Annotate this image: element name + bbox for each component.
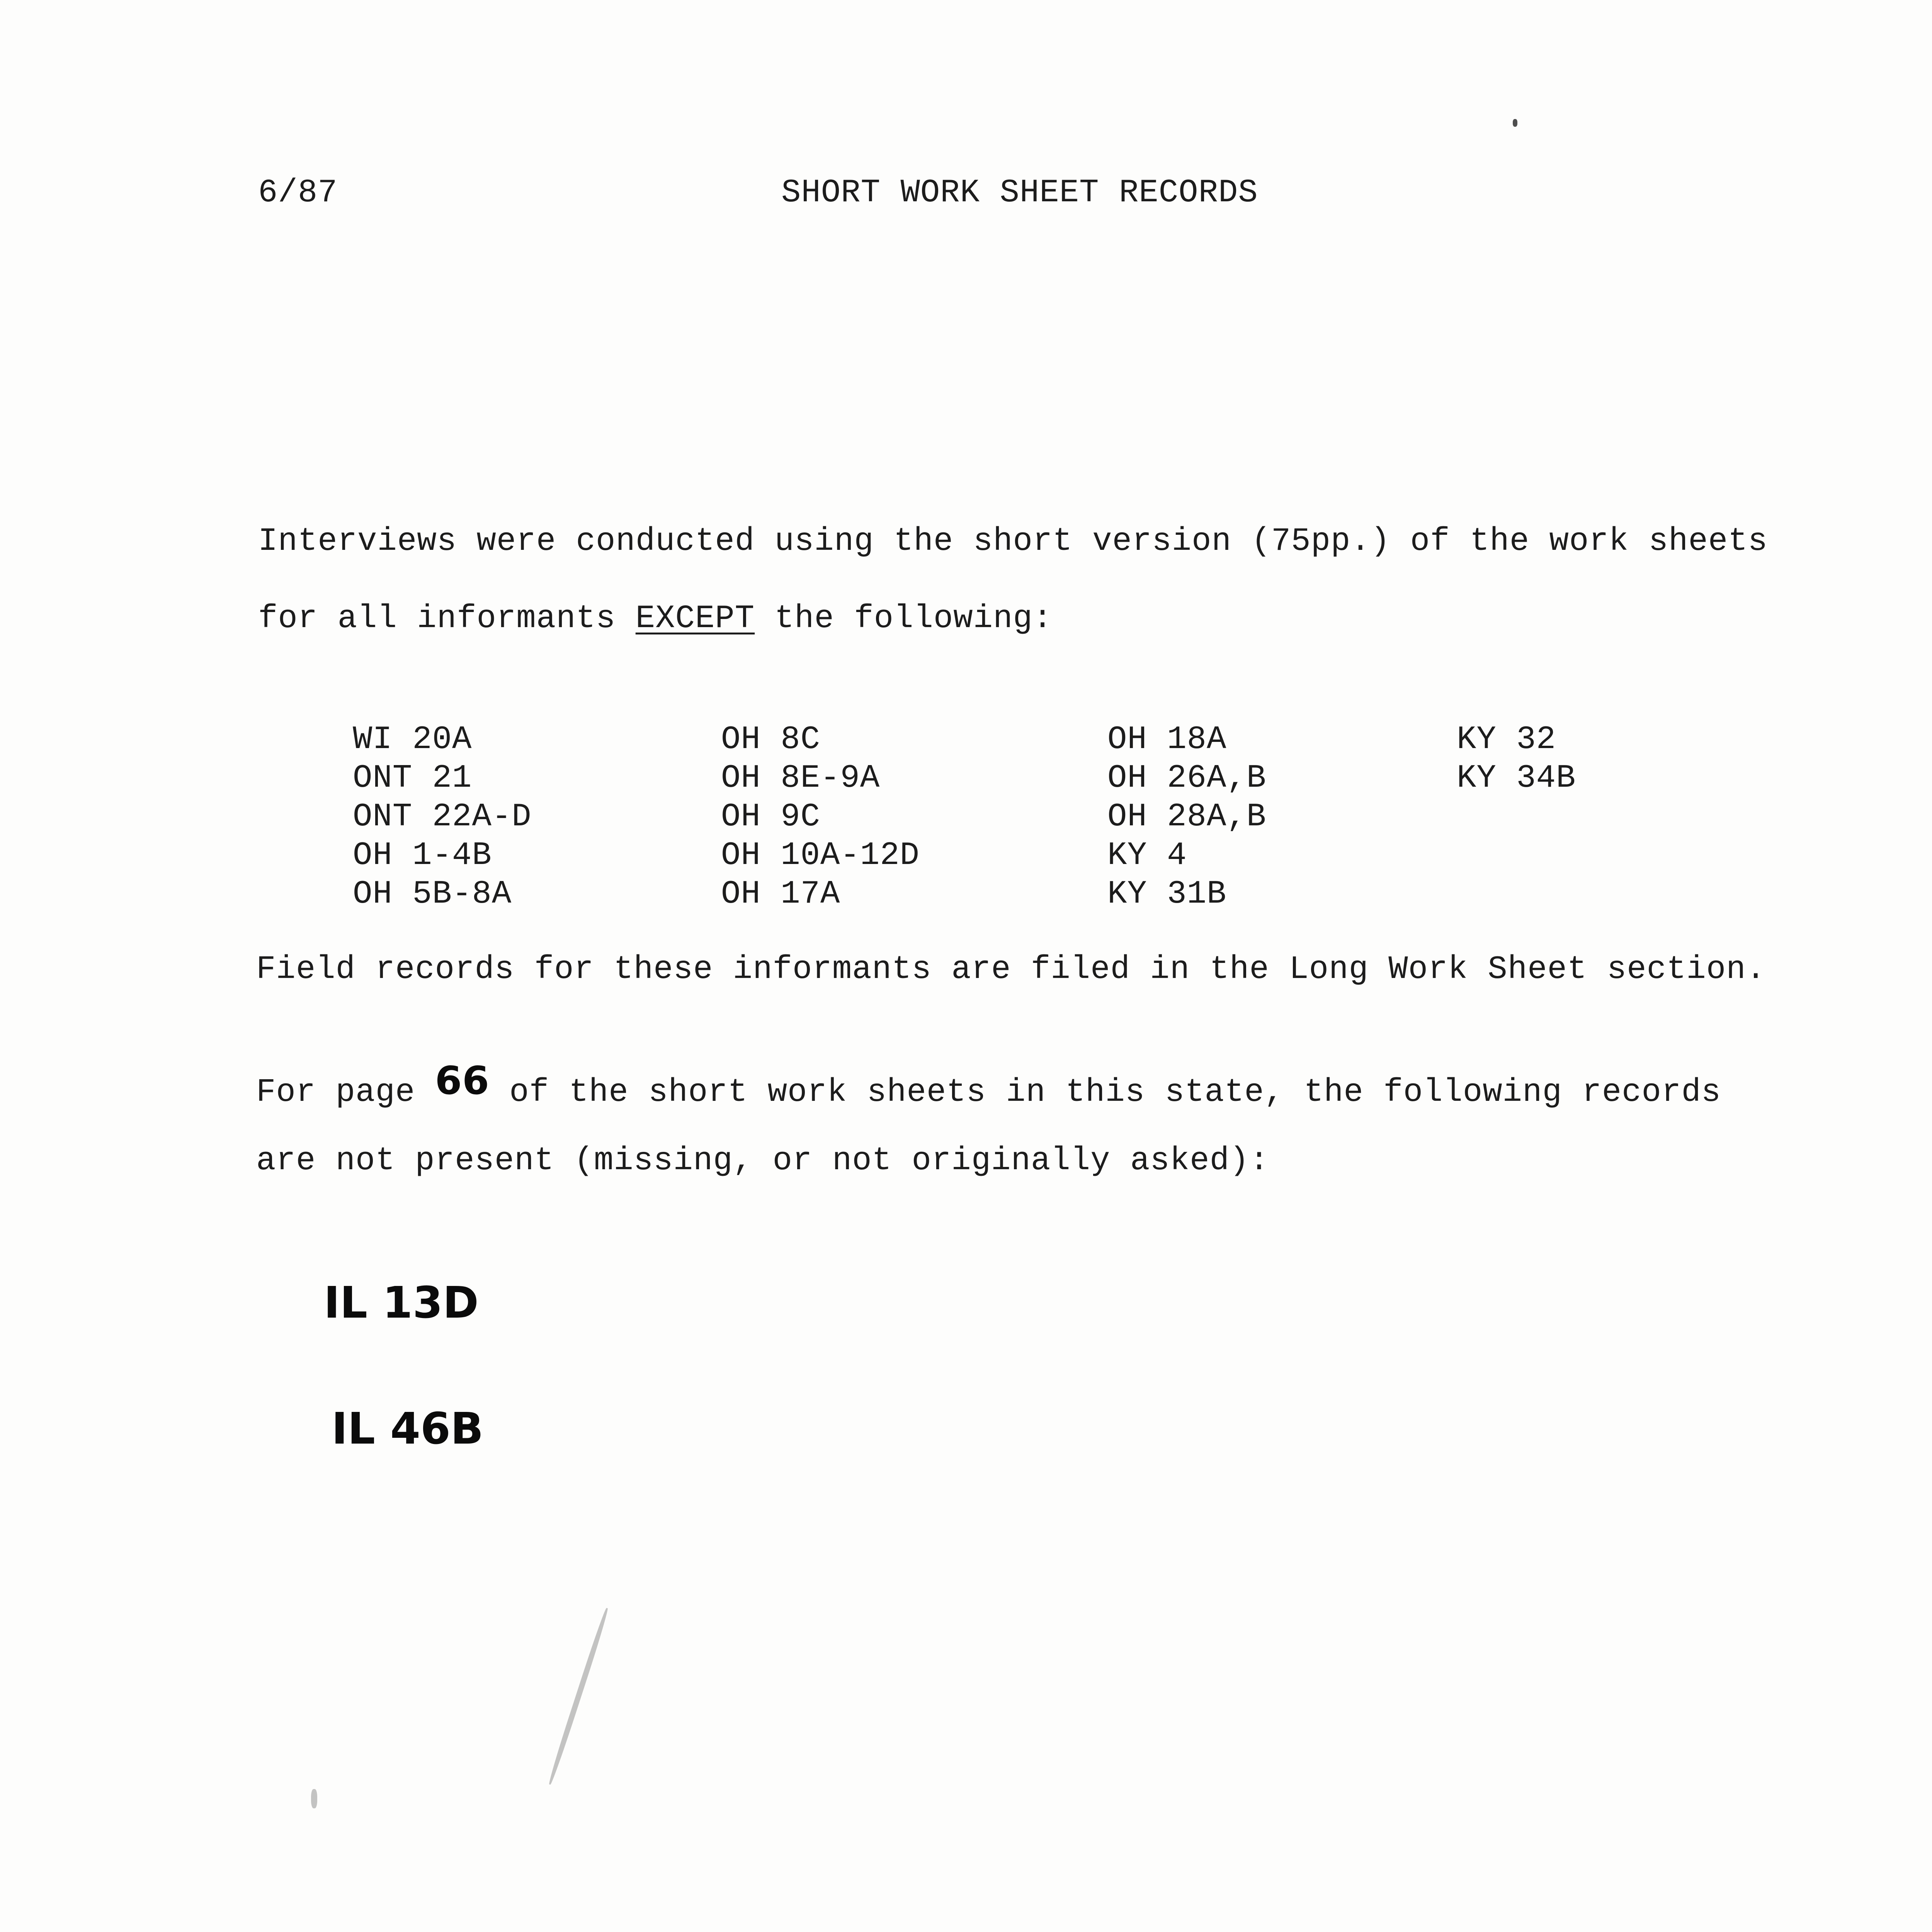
informant-entry: KY 31B bbox=[1107, 876, 1227, 913]
missing-records-prefix: For page bbox=[256, 1074, 435, 1111]
informant-entry: OH 8C bbox=[721, 721, 821, 758]
intro-line-2 bbox=[258, 600, 1053, 637]
document-title: SHORT WORK SHEET RECORDS bbox=[781, 175, 1258, 211]
handwritten-missing-record: IL 46B bbox=[332, 1404, 484, 1454]
document-date: 6/87 bbox=[258, 175, 338, 211]
except-emphasis: EXCEPT bbox=[635, 600, 755, 637]
missing-records-line-1 bbox=[256, 1058, 1721, 1111]
informant-entry: OH 5B-8A bbox=[353, 876, 512, 913]
informant-entry: ONT 21 bbox=[353, 760, 472, 797]
informant-entry: OH 10A-12D bbox=[721, 837, 920, 874]
scan-speck bbox=[311, 1789, 317, 1808]
informant-entry: WI 20A bbox=[353, 721, 472, 758]
informant-entry: OH 17A bbox=[721, 876, 840, 913]
informant-entry: KY 32 bbox=[1457, 721, 1556, 758]
informant-column-2 bbox=[721, 721, 920, 914]
handwritten-page-number: 66 bbox=[435, 1058, 490, 1103]
informant-entry: OH 28A,B bbox=[1107, 799, 1267, 835]
informant-entry: ONT 22A-D bbox=[353, 799, 532, 835]
handwritten-missing-record: IL 13D bbox=[324, 1278, 479, 1328]
scan-streak bbox=[547, 1607, 610, 1786]
informant-entry: KY 34B bbox=[1457, 760, 1576, 797]
informant-entry: OH 1-4B bbox=[353, 837, 492, 874]
informant-entry: OH 8E-9A bbox=[721, 760, 880, 797]
missing-records-suffix: of the short work sheets in this state, the following records bbox=[489, 1074, 1721, 1111]
informant-entry: OH 18A bbox=[1107, 721, 1227, 758]
informant-entry: KY 4 bbox=[1107, 837, 1187, 874]
informant-column-3 bbox=[1107, 721, 1266, 914]
missing-records-line-2: are not present (missing, or not originally asked): bbox=[256, 1143, 1269, 1179]
informant-entry: OH 26A,B bbox=[1107, 760, 1267, 797]
field-records-note: Field records for these informants are filed in the Long Work Sheet section. bbox=[256, 951, 1766, 988]
informant-entry: OH 9C bbox=[721, 799, 821, 835]
intro-line-2-prefix: for all informants bbox=[258, 600, 636, 637]
informant-column-4 bbox=[1457, 721, 1576, 798]
intro-line-2-suffix: the following: bbox=[755, 600, 1053, 637]
informant-column-1 bbox=[353, 721, 532, 914]
scan-speck bbox=[1513, 119, 1517, 127]
intro-line-1: Interviews were conducted using the short version (75pp.) of the work sheets bbox=[258, 523, 1768, 560]
